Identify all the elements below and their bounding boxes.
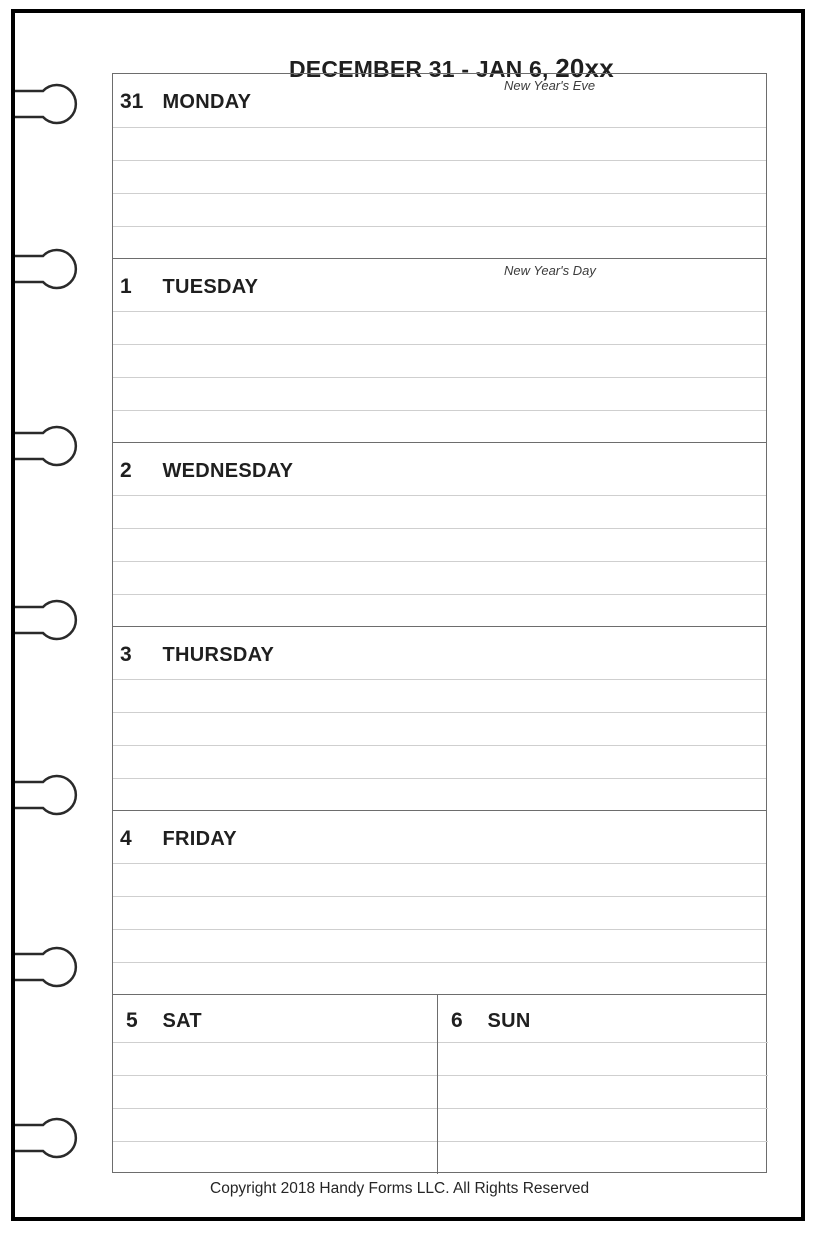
ruled-line[interactable] (438, 1075, 768, 1076)
day-block-wednesday (113, 442, 766, 626)
ruled-line[interactable] (113, 528, 766, 529)
day-name: SAT (162, 1010, 202, 1032)
day-number: 6 (451, 1009, 463, 1032)
day-block-sunday (437, 995, 768, 1174)
ruled-line[interactable] (113, 1141, 437, 1142)
ruled-line[interactable] (113, 929, 766, 930)
day-name: WEDNESDAY (162, 460, 294, 482)
ruled-line[interactable] (113, 1042, 437, 1043)
ruled-line[interactable] (113, 679, 766, 680)
ruled-line[interactable] (113, 561, 766, 562)
day-block-tuesday (113, 258, 766, 442)
ruled-line[interactable] (113, 863, 766, 864)
weekend-block (113, 994, 766, 1174)
ruled-line[interactable] (113, 344, 766, 345)
day-block-saturday (113, 995, 437, 1174)
day-name: TUESDAY (162, 276, 259, 298)
ruled-line[interactable] (113, 127, 766, 128)
ruled-line[interactable] (113, 594, 766, 595)
day-heading (120, 90, 251, 114)
day-block-thursday (113, 626, 766, 810)
day-number: 2 (120, 459, 132, 482)
ruled-line[interactable] (113, 410, 766, 411)
day-name: THURSDAY (162, 644, 275, 666)
ruled-line[interactable] (113, 311, 766, 312)
holiday-note: New Year's Day (504, 263, 596, 278)
day-number: 1 (120, 275, 132, 298)
copyright-footer: Copyright 2018 Handy Forms LLC. All Rights Reserved (210, 1180, 590, 1197)
day-number: 4 (120, 827, 132, 850)
ruled-line[interactable] (113, 778, 766, 779)
day-name: MONDAY (162, 91, 252, 113)
day-heading (126, 1009, 202, 1033)
ruled-line[interactable] (113, 377, 766, 378)
day-heading (120, 275, 258, 299)
holiday-note: New Year's Eve (504, 78, 596, 93)
ruled-line[interactable] (438, 1042, 768, 1043)
day-number: 5 (126, 1009, 138, 1032)
date-range: DECEMBER 31 - JAN 6, (289, 56, 549, 82)
day-heading (120, 459, 293, 483)
day-block-friday (113, 810, 766, 994)
ruled-line[interactable] (113, 160, 766, 161)
day-heading (120, 643, 274, 667)
ruled-line[interactable] (113, 226, 766, 227)
day-heading (451, 1009, 531, 1033)
disc-binder-tab-icon (15, 85, 76, 1157)
ruled-line[interactable] (113, 745, 766, 746)
day-block-monday (113, 74, 766, 258)
ruled-line[interactable] (113, 896, 766, 897)
day-name: FRIDAY (162, 828, 237, 850)
ruled-line[interactable] (113, 712, 766, 713)
ruled-line[interactable] (113, 962, 766, 963)
day-number: 3 (120, 643, 132, 666)
ruled-line[interactable] (113, 495, 766, 496)
year-label: 20xx (555, 53, 614, 83)
ruled-line[interactable] (438, 1108, 768, 1109)
ruled-line[interactable] (113, 193, 766, 194)
ruled-line[interactable] (113, 1108, 437, 1109)
ruled-line[interactable] (438, 1141, 768, 1142)
day-number: 31 (120, 90, 144, 113)
day-heading (120, 827, 237, 851)
ruled-line[interactable] (113, 1075, 437, 1076)
day-name: SUN (487, 1010, 531, 1032)
week-grid (112, 73, 767, 1173)
